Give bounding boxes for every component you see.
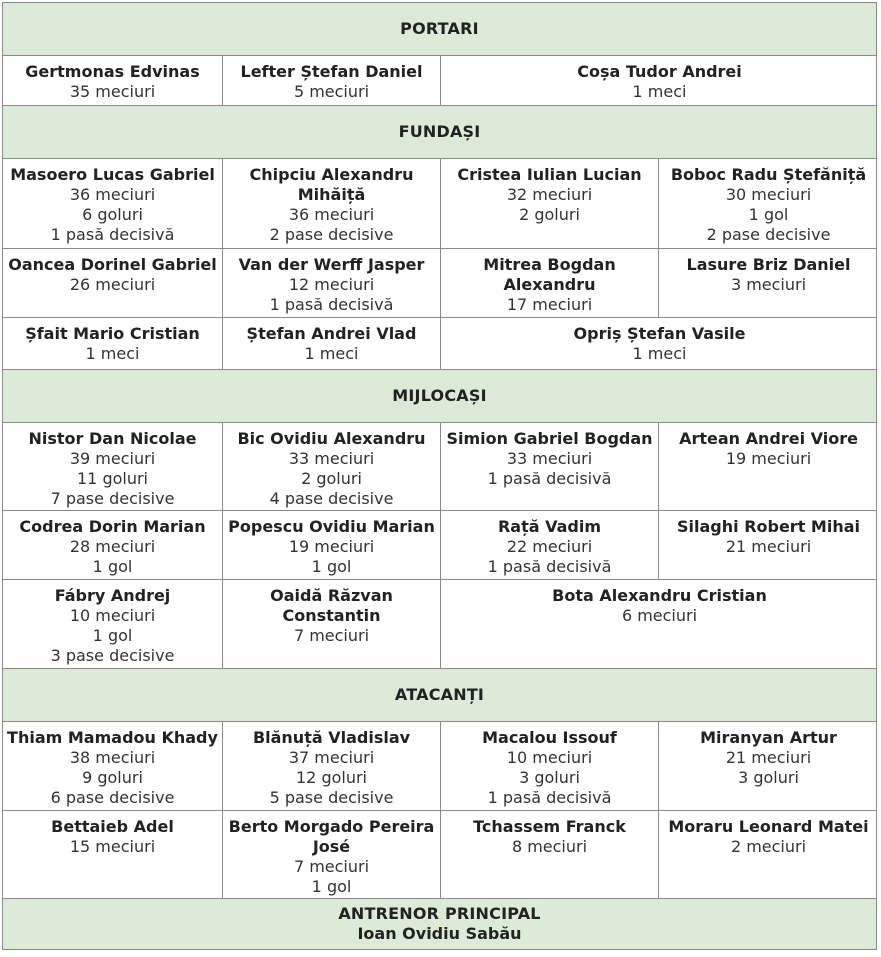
player-name: Chipciu Alexandru Mihăiță bbox=[249, 165, 414, 204]
player-stat: 32 meciuri bbox=[506, 185, 593, 204]
section-header bbox=[2, 105, 877, 159]
player-stat: 2 meciuri bbox=[730, 837, 807, 856]
player-cell bbox=[440, 56, 878, 105]
player-stat: 21 meciuri bbox=[725, 537, 812, 556]
section-header bbox=[2, 668, 877, 722]
player-stat: 21 meciuri bbox=[725, 748, 812, 767]
player-name: Popescu Ovidiu Marian bbox=[228, 517, 435, 536]
player-stat: 28 meciuri bbox=[69, 537, 156, 556]
player-stat: 3 goluri bbox=[738, 768, 799, 787]
player-stat: 33 meciuri bbox=[506, 449, 593, 468]
player-stat: 1 meci bbox=[85, 344, 140, 363]
player-stat: 10 meciuri bbox=[69, 606, 156, 625]
player-cell bbox=[222, 159, 440, 248]
section-title: ATACANȚI bbox=[394, 685, 485, 704]
player-name: Thiam Mamadou Khady bbox=[7, 728, 218, 747]
section-title: MIJLOCAȘI bbox=[392, 386, 487, 405]
player-stat: 30 meciuri bbox=[725, 185, 812, 204]
player-cell bbox=[440, 811, 658, 898]
player-cell bbox=[658, 722, 878, 810]
player-cell bbox=[222, 423, 440, 510]
player-stat: 15 meciuri bbox=[69, 837, 156, 856]
player-name: Simion Gabriel Bogdan bbox=[446, 429, 653, 448]
player-cell bbox=[222, 511, 440, 579]
player-name: Bota Alexandru Cristian bbox=[552, 586, 767, 605]
player-stat: 9 goluri bbox=[82, 768, 143, 787]
player-name: Rață Vadim bbox=[497, 517, 602, 536]
player-row bbox=[2, 55, 877, 106]
player-name: Moraru Leonard Matei bbox=[668, 817, 869, 836]
squad-table bbox=[2, 2, 879, 955]
player-stat: 38 meciuri bbox=[69, 748, 156, 767]
section-header bbox=[2, 2, 877, 56]
player-cell bbox=[3, 511, 222, 579]
player-stat: 7 meciuri bbox=[293, 857, 370, 876]
player-row bbox=[2, 810, 877, 899]
player-stat: 2 pase decisive bbox=[706, 225, 831, 244]
player-name: Coșa Tudor Andrei bbox=[577, 62, 742, 81]
player-stat: 6 goluri bbox=[82, 205, 143, 224]
player-stat: 1 gol bbox=[92, 626, 133, 645]
player-name: Artean Andrei Viore bbox=[679, 429, 858, 448]
player-cell bbox=[3, 249, 222, 317]
player-stat: 5 pase decisive bbox=[269, 788, 394, 807]
player-stat: 3 meciuri bbox=[730, 275, 807, 294]
player-cell bbox=[3, 722, 222, 810]
player-stat: 37 meciuri bbox=[288, 748, 375, 767]
player-stat: 1 gol bbox=[311, 557, 352, 576]
player-cell bbox=[658, 159, 878, 248]
player-row bbox=[2, 422, 877, 511]
player-stat: 1 pasă decisivă bbox=[487, 788, 612, 807]
player-stat: 22 meciuri bbox=[506, 537, 593, 556]
player-name: Cristea Iulian Lucian bbox=[457, 165, 642, 184]
player-name: Bic Ovidiu Alexandru bbox=[237, 429, 426, 448]
player-name: Gertmonas Edvinas bbox=[25, 62, 200, 81]
player-cell bbox=[222, 811, 440, 898]
coach-band bbox=[2, 898, 877, 950]
player-stat: 11 goluri bbox=[77, 469, 148, 488]
player-name: Van der Werff Jasper bbox=[238, 255, 425, 274]
player-stat: 1 meci bbox=[632, 344, 687, 363]
player-stat: 1 gol bbox=[748, 205, 789, 224]
player-cell bbox=[440, 249, 658, 317]
player-cell bbox=[3, 159, 222, 248]
player-name: Masoero Lucas Gabriel bbox=[10, 165, 215, 184]
player-stat: 17 meciuri bbox=[506, 295, 593, 314]
player-stat: 1 meci bbox=[632, 82, 687, 101]
player-name: Codrea Dorin Marian bbox=[19, 517, 206, 536]
player-cell bbox=[440, 423, 658, 510]
player-row bbox=[2, 317, 877, 370]
player-stat: 1 pasă decisivă bbox=[487, 469, 612, 488]
player-cell bbox=[3, 423, 222, 510]
player-stat: 33 meciuri bbox=[288, 449, 375, 468]
player-stat: 2 goluri bbox=[301, 469, 362, 488]
section-title: FUNDAȘI bbox=[398, 122, 481, 141]
player-cell bbox=[658, 511, 878, 579]
player-stat: 1 gol bbox=[92, 557, 133, 576]
player-stat: 1 pasă decisivă bbox=[269, 295, 394, 314]
player-cell bbox=[222, 722, 440, 810]
player-cell bbox=[222, 318, 440, 369]
player-row bbox=[2, 158, 877, 249]
player-name: Miranyan Artur bbox=[700, 728, 837, 747]
player-cell bbox=[440, 511, 658, 579]
player-name: Lasure Briz Daniel bbox=[686, 255, 851, 274]
player-stat: 6 pase decisive bbox=[50, 788, 175, 807]
player-stat: 6 meciuri bbox=[621, 606, 698, 625]
player-stat: 1 pasă decisivă bbox=[487, 557, 612, 576]
player-cell bbox=[440, 722, 658, 810]
player-name: Tchassem Franck bbox=[473, 817, 626, 836]
player-name: Mitrea Bogdan Alexandru bbox=[483, 255, 616, 294]
player-stat: 36 meciuri bbox=[69, 185, 156, 204]
section-header bbox=[2, 369, 877, 423]
player-cell bbox=[658, 249, 878, 317]
player-name: Ștefan Andrei Vlad bbox=[246, 324, 417, 343]
player-cell bbox=[658, 811, 878, 898]
player-stat: 35 meciuri bbox=[69, 82, 156, 101]
player-name: Opriș Ștefan Vasile bbox=[573, 324, 746, 343]
player-stat: 12 goluri bbox=[296, 768, 367, 787]
player-name: Lefter Ștefan Daniel bbox=[240, 62, 423, 81]
player-stat: 12 meciuri bbox=[288, 275, 375, 294]
player-cell bbox=[3, 580, 222, 668]
player-stat: 1 meci bbox=[304, 344, 359, 363]
player-stat: 7 pase decisive bbox=[50, 489, 175, 508]
player-cell bbox=[440, 580, 878, 668]
player-stat: 36 meciuri bbox=[288, 205, 375, 224]
player-name: Nistor Dan Nicolae bbox=[28, 429, 197, 448]
player-stat: 7 meciuri bbox=[293, 626, 370, 645]
coach-name: Ioan Ovidiu Sabău bbox=[357, 924, 522, 943]
player-stat: 19 meciuri bbox=[288, 537, 375, 556]
player-stat: 5 meciuri bbox=[293, 82, 370, 101]
coach-title: ANTRENOR PRINCIPAL bbox=[338, 904, 541, 923]
player-stat: 1 pasă decisivă bbox=[50, 225, 175, 244]
player-name: Blănuță Vladislav bbox=[252, 728, 411, 747]
player-stat: 19 meciuri bbox=[725, 449, 812, 468]
player-cell bbox=[658, 423, 878, 510]
player-stat: 2 goluri bbox=[519, 205, 580, 224]
player-cell bbox=[222, 580, 440, 668]
player-name: Oancea Dorinel Gabriel bbox=[8, 255, 217, 274]
player-name: Boboc Radu Ștefăniță bbox=[670, 165, 867, 184]
player-stat: 3 goluri bbox=[519, 768, 580, 787]
player-stat: 4 pase decisive bbox=[269, 489, 394, 508]
player-stat: 2 pase decisive bbox=[269, 225, 394, 244]
player-name: Silaghi Robert Mihai bbox=[677, 517, 860, 536]
player-name: Berto Morgado Pereira José bbox=[228, 817, 435, 856]
player-cell bbox=[3, 811, 222, 898]
player-row bbox=[2, 248, 877, 318]
player-cell bbox=[222, 249, 440, 317]
player-name: Șfait Mario Cristian bbox=[25, 324, 200, 343]
player-cell bbox=[222, 56, 440, 105]
player-cell bbox=[3, 318, 222, 369]
player-row bbox=[2, 579, 877, 669]
player-stat: 8 meciuri bbox=[511, 837, 588, 856]
player-stat: 39 meciuri bbox=[69, 449, 156, 468]
player-stat: 26 meciuri bbox=[69, 275, 156, 294]
player-cell bbox=[440, 318, 878, 369]
player-name: Fábry Andrej bbox=[54, 586, 171, 605]
section-title: PORTARI bbox=[400, 19, 479, 38]
player-stat: 3 pase decisive bbox=[50, 646, 175, 665]
player-cell bbox=[3, 56, 222, 105]
player-name: Macalou Issouf bbox=[482, 728, 617, 747]
player-name: Bettaieb Adel bbox=[51, 817, 174, 836]
player-cell bbox=[440, 159, 658, 248]
player-row bbox=[2, 510, 877, 580]
player-name: Oaidă Răzvan Constantin bbox=[270, 586, 393, 625]
player-row bbox=[2, 721, 877, 811]
player-stat: 1 gol bbox=[311, 877, 352, 896]
player-stat: 10 meciuri bbox=[506, 748, 593, 767]
